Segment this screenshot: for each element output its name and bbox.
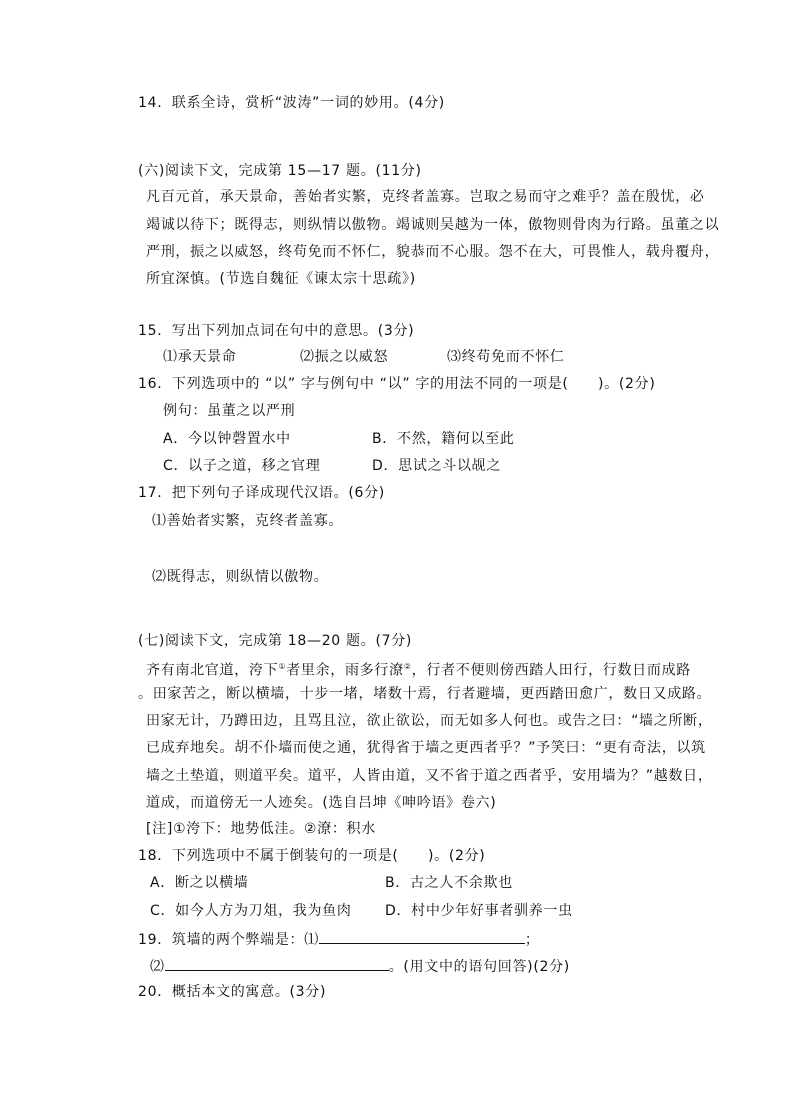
question-14: 14．联系全诗，赏析“波涛”一词的妙用。(4分): [138, 95, 445, 111]
q16-option-d: D．思试之斗以觇之: [372, 458, 502, 474]
q16-option-b: B．不然，籍何以至此: [372, 431, 515, 447]
q15-item: ⑵振之以威怒: [300, 349, 389, 365]
text: 19．筑墙的两个弊端是：⑴: [138, 932, 319, 948]
q18-option-c: C．如今人方为刀俎，我为鱼肉: [150, 903, 352, 919]
text: ，行者不便则傍西踏人田行，行数日而成路: [411, 662, 691, 679]
q17-item: ⑵既得志，则纵情以傲物。: [152, 569, 329, 585]
q15-item: ⑶终苟免而不怀仁: [447, 349, 565, 365]
q18-option-d: D．村中少年好事者驯养一虫: [385, 903, 573, 919]
answer-blank-2[interactable]: [165, 956, 389, 971]
text: ⑵: [150, 959, 165, 975]
q16-example: 例句：虽董之以严刑: [163, 403, 296, 419]
passage-7-line: 。田家苦之，断以横墙，十步一堵，堵数十焉，行者避墙，更西踏田愈广，数日又成路。: [138, 686, 712, 702]
q17-item: ⑴善始者实繁，克终者盖寡。: [152, 513, 344, 529]
passage-7-line: 墙之土垫道，则道平矣。道平，人皆由道，又不省于道之西者乎，安用墙为？”越数日，: [146, 768, 713, 784]
passage-7-line: 田家无计，乃蹲田边，且骂且泣，欲止欲讼，而无如多人何也。或告之曰：“墙之所断，: [146, 713, 713, 729]
passage-7-line: 已成弃地矣。胡不仆墙而使之通，犹得省于墙之更西者乎？”予笑曰：“更有奇法，以筑: [146, 740, 706, 756]
passage-6-line: 严刑，振之以威怒，终苟免而不怀仁，貌恭而不心服。怨不在大，可畏惟人，载舟覆舟，: [146, 244, 720, 260]
text: 。(用文中的语句回答)(2分): [388, 959, 570, 975]
passage-6-line: 竭诚以待下；既得志，则纵情以傲物。竭诚则吴越为一体，傲物则骨肉为行路。虽董之以: [146, 217, 720, 233]
passage-7-line: 道成，而道傍无一人迹矣。(选自吕坤《呻吟语》卷六): [146, 795, 497, 811]
text: ；: [524, 932, 540, 948]
answer-blank-1[interactable]: [319, 929, 525, 944]
question-18: 18．下列选项中不属于倒装句的一项是( )。(2分): [138, 848, 486, 864]
q16-option-a: A．今以钟磬置水中: [163, 431, 291, 447]
q15-item: ⑴承天景命: [163, 349, 237, 365]
footnote: [注]①洿下：地势低洼。②潦：积水: [146, 821, 376, 837]
question-16: 16．下列选项中的 “以” 字与例句中 “以” 字的用法不同的一项是( )。(2分): [138, 376, 656, 392]
footnote-marker: ②: [403, 662, 412, 671]
question-19-part-2: [150, 956, 570, 976]
q18-option-b: B．古之人不余欺也: [385, 875, 513, 891]
text: 齐有南北官道，洿下: [146, 662, 279, 679]
q16-option-c: C．以子之道，移之官理: [163, 458, 321, 474]
passage-6-line: 所宜深慎。(节选自魏征《谏太宗十思疏》): [146, 271, 416, 287]
question-19: [138, 929, 540, 949]
passage-6-line: 凡百元首，承天景命，善始者实繁，克终者盖寡。岂取之易而守之难乎？盖在殷忧，必: [146, 189, 705, 205]
question-20: 20．概括本文的寓意。(3分): [138, 984, 327, 1000]
q18-option-a: A．断之以横墙: [150, 875, 249, 891]
section-6-heading: (六)阅读下文，完成第 15—17 题。(11分): [138, 163, 422, 179]
section-7-heading: (七)阅读下文，完成第 18—20 题。(7分): [138, 633, 413, 649]
passage-7-line: [146, 658, 691, 680]
question-17: 17．把下列句子译成现代汉语。(6分): [138, 485, 385, 501]
text: 者里余，雨多行潦: [286, 662, 404, 679]
footnote-marker: ①: [278, 662, 287, 671]
question-15: 15．写出下列加点词在句中的意思。(3分): [138, 323, 415, 339]
